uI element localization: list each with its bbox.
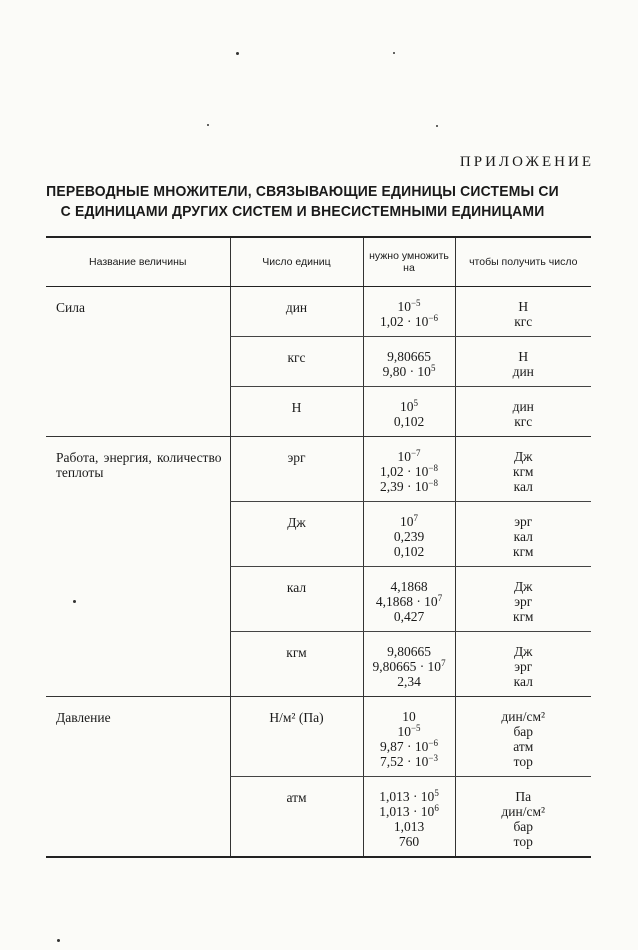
factor-base: 7,52 · 10 [380, 754, 429, 769]
target-unit: эрг [514, 514, 533, 529]
factor-exponent: 5 [413, 398, 418, 408]
factor-value [364, 349, 455, 364]
target-unit: Н [518, 349, 529, 364]
factor-base: 1,013 · 10 [379, 804, 435, 819]
factor-base: 760 [398, 834, 420, 849]
factor-exponent: −8 [428, 478, 438, 488]
header-multiply-by: нужно умножить на [363, 237, 455, 287]
factor-base: 4,1868 · 10 [375, 594, 438, 609]
target-unit: бар [513, 724, 534, 739]
factor-value [364, 479, 455, 494]
factor-value [364, 594, 455, 609]
target-cell [455, 697, 591, 777]
unit-cell: эрг [230, 437, 363, 502]
factor-exponent: 7 [441, 658, 446, 668]
factor-exponent: 7 [437, 593, 443, 603]
factor-cell [363, 777, 455, 857]
factor-value [364, 754, 455, 769]
factor-base: 1,02 · 10 [380, 314, 429, 329]
target-cell [455, 437, 591, 502]
factor-base: 0,102 [393, 544, 425, 559]
factor-cell [363, 567, 455, 632]
factor-value [364, 364, 455, 379]
factor-base: 10 [400, 399, 414, 414]
factor-value [364, 709, 455, 724]
factor-value [364, 834, 455, 849]
factor-value [364, 544, 455, 559]
factor-base: 10 [397, 299, 411, 314]
factor-cell [363, 437, 455, 502]
factor-base: 10 [400, 514, 414, 529]
target-unit: тор [513, 754, 533, 769]
header-to-get: чтобы получить число [455, 237, 591, 287]
factor-base: 0,239 [393, 529, 425, 544]
factor-exponent: −8 [428, 463, 438, 473]
target-unit: кгм [513, 464, 534, 479]
print-speck [236, 52, 239, 55]
title-line-2: С ЕДИНИЦАМИ ДРУГИХ СИСТЕМ И ВНЕСИСТЕМНЫМИ ЕДИНИЦАМИ [60, 203, 545, 220]
target-unit: кгс [514, 414, 533, 429]
target-unit: Па [515, 789, 532, 804]
header-quantity: Название величины [46, 237, 230, 287]
factor-exponent: −7 [410, 448, 421, 458]
target-cell [455, 777, 591, 857]
factor-exponent: −5 [410, 298, 421, 308]
target-unit: Дж [513, 644, 533, 659]
target-unit: атм [513, 739, 534, 754]
factor-base: 9,80665 · 10 [372, 659, 442, 674]
quantity-name: Сила [46, 287, 230, 437]
conversion-table [46, 236, 591, 858]
target-unit: кгм [513, 544, 534, 559]
factor-base: 10 [397, 724, 411, 739]
factor-base: 9,87 · 10 [380, 739, 429, 754]
factor-value [364, 804, 455, 819]
factor-value [364, 414, 455, 429]
target-cell [455, 502, 591, 567]
target-unit: дин [512, 399, 534, 414]
factor-value [364, 464, 455, 479]
target-unit: кгм [513, 609, 534, 624]
factor-value [364, 674, 455, 689]
target-unit: дин/см² [501, 804, 546, 819]
factor-base: 1,013 · 10 [379, 789, 435, 804]
factor-value [364, 644, 455, 659]
target-unit: Дж [513, 579, 533, 594]
factor-value [364, 314, 455, 329]
factor-value [364, 819, 455, 834]
factor-cell [363, 632, 455, 697]
factor-exponent: 7 [413, 513, 418, 523]
target-cell [455, 632, 591, 697]
factor-value [364, 449, 455, 464]
unit-cell: Дж [230, 502, 363, 567]
table-header-row [46, 237, 591, 287]
target-unit: Дж [513, 449, 533, 464]
print-speck [207, 124, 209, 126]
unit-cell: Н [230, 387, 363, 437]
print-speck [393, 52, 395, 54]
table-body [46, 287, 591, 857]
factor-base: 4,1868 [390, 579, 428, 594]
factor-value [364, 724, 455, 739]
factor-cell [363, 502, 455, 567]
factor-base: 10 [402, 709, 416, 724]
factor-cell [363, 697, 455, 777]
target-unit: дин [512, 364, 534, 379]
target-unit: кал [513, 529, 533, 544]
unit-cell: атм [230, 777, 363, 857]
factor-base: 0,102 [393, 414, 425, 429]
factor-value [364, 609, 455, 624]
table-row [46, 697, 591, 777]
unit-cell: кгм [230, 632, 363, 697]
factor-exponent: −6 [428, 738, 438, 748]
page-title [44, 182, 561, 222]
factor-base: 10 [397, 449, 411, 464]
factor-value [364, 659, 455, 674]
quantity-name: Давление [46, 697, 230, 857]
print-speck [436, 125, 438, 127]
unit-cell: Н/м² (Па) [230, 697, 363, 777]
target-unit: эрг [514, 659, 533, 674]
table-row [46, 437, 591, 502]
factor-base: 9,80665 [387, 644, 431, 659]
factor-base: 9,80 · 10 [382, 364, 431, 379]
factor-exponent: 5 [430, 363, 436, 373]
target-unit: тор [513, 834, 533, 849]
table-row [46, 287, 591, 337]
factor-base: 1,02 · 10 [380, 464, 429, 479]
target-cell [455, 567, 591, 632]
appendix-label: ПРИЛОЖЕНИЕ [459, 154, 594, 170]
factor-value [364, 399, 455, 414]
factor-cell [363, 287, 455, 337]
factor-exponent: −3 [428, 753, 438, 763]
target-unit: эрг [514, 594, 533, 609]
factor-value [364, 739, 455, 754]
target-cell [455, 287, 591, 337]
factor-cell [363, 337, 455, 387]
header-units-count: Число единиц [230, 237, 363, 287]
unit-cell: кгс [230, 337, 363, 387]
target-cell [455, 337, 591, 387]
factor-value [364, 299, 455, 314]
target-unit: бар [513, 819, 534, 834]
factor-value [364, 579, 455, 594]
factor-base: 1,013 [393, 819, 425, 834]
factor-base: 9,80665 [387, 349, 431, 364]
target-unit: кал [513, 479, 533, 494]
factor-base: 2,39 · 10 [380, 479, 429, 494]
print-speck [57, 939, 60, 942]
factor-value [364, 514, 455, 529]
factor-exponent: −6 [428, 313, 438, 323]
factor-value [364, 529, 455, 544]
factor-exponent: −5 [410, 723, 421, 733]
target-unit: дин/см² [501, 709, 546, 724]
unit-cell: дин [230, 287, 363, 337]
print-speck [73, 600, 76, 603]
target-unit: кал [513, 674, 533, 689]
target-unit: кгс [514, 314, 533, 329]
title-line-1: ПЕРЕВОДНЫЕ МНОЖИТЕЛИ, СВЯЗЫВАЮЩИЕ ЕДИНИЦЫ СИСТЕМЫ СИ [46, 183, 559, 200]
factor-exponent: 5 [434, 788, 439, 798]
factor-base: 0,427 [393, 609, 425, 624]
factor-cell [363, 387, 455, 437]
target-cell [455, 387, 591, 437]
factor-value [364, 789, 455, 804]
unit-cell: кал [230, 567, 363, 632]
factor-base: 2,34 [397, 674, 421, 689]
quantity-name: Работа, энергия, количество теплоты [46, 437, 230, 697]
target-unit: Н [518, 299, 529, 314]
factor-exponent: 6 [434, 803, 439, 813]
